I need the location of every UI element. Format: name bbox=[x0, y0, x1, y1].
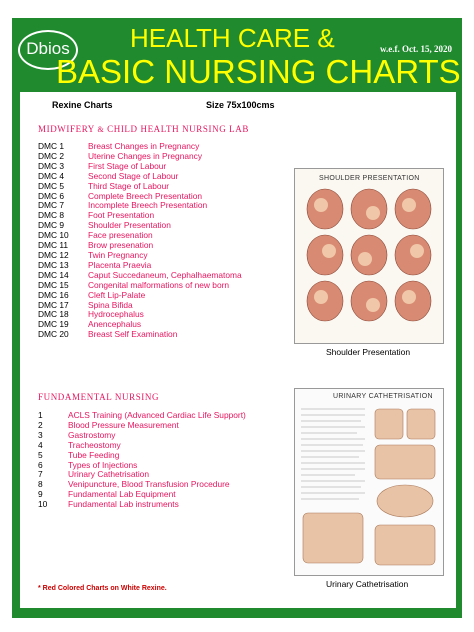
chart-name: Spina Bifida bbox=[88, 299, 133, 310]
size-label: Size 75x100cms bbox=[206, 100, 275, 110]
chart-code: DMC 17 bbox=[38, 299, 69, 310]
urinary-cathetrisation-chart-image bbox=[294, 388, 444, 576]
chart-code: 6 bbox=[38, 459, 43, 470]
chart-code: DMC 5 bbox=[38, 180, 65, 191]
chart-code: DMC 3 bbox=[38, 160, 65, 171]
fundamental-section-title: FUNDAMENTAL NURSING bbox=[38, 392, 160, 402]
fundamental-chart-list bbox=[38, 411, 246, 510]
content-panel bbox=[20, 92, 456, 608]
chart-code: 3 bbox=[38, 429, 43, 440]
chart-name: Breast Changes in Pregnancy bbox=[88, 141, 200, 151]
chart-name: Urinary Cathetrisation bbox=[68, 469, 149, 480]
chart-name: Gastrostomy bbox=[68, 429, 116, 440]
title-line-1: HEALTH CARE & bbox=[130, 23, 335, 53]
shoulder-presentation-caption: Shoulder Presentation bbox=[326, 347, 411, 357]
chart-name: Caput Succedaneum, Cephalhaematoma bbox=[88, 269, 242, 280]
shoulder-presentation-image-title: SHOULDER PRESENTATION bbox=[319, 175, 420, 182]
procedure-illustrations bbox=[295, 389, 443, 575]
chart-name: Blood Pressure Measurement bbox=[68, 419, 179, 430]
catalog-frame bbox=[12, 18, 462, 618]
chart-list-item bbox=[38, 291, 242, 301]
midwifery-chart-list bbox=[38, 142, 242, 340]
chart-code: 7 bbox=[38, 469, 43, 480]
chart-code: 4 bbox=[38, 439, 43, 450]
chart-name: First Stage of Labour bbox=[88, 160, 167, 171]
chart-name: Incomplete Breech Presentation bbox=[88, 200, 208, 211]
chart-name: Tracheostomy bbox=[68, 439, 121, 450]
chart-code: DMC 6 bbox=[38, 190, 65, 201]
chart-code: DMC 11 bbox=[38, 240, 69, 251]
chart-code: DMC 10 bbox=[38, 230, 69, 241]
chart-name: Second Stage of Labour bbox=[88, 170, 179, 181]
chart-list-item bbox=[38, 330, 242, 340]
chart-code: 2 bbox=[38, 419, 43, 430]
chart-code: DMC 14 bbox=[38, 269, 69, 280]
chart-code: DMC 16 bbox=[38, 289, 69, 300]
midwifery-title-part2: CHILD HEALTH NURSING LAB bbox=[107, 124, 249, 134]
chart-name: Breast Self Examination bbox=[88, 329, 178, 340]
chart-name: Hydrocephalus bbox=[88, 309, 144, 320]
header bbox=[12, 18, 462, 94]
chart-name: Brow presenation bbox=[88, 240, 154, 251]
chart-code: 9 bbox=[38, 489, 43, 500]
chart-name: Shoulder Presentation bbox=[88, 220, 171, 231]
urinary-cathetrisation-image-title: URINARY CATHETRISATION bbox=[333, 393, 433, 400]
chart-name: Congenital malformations of new born bbox=[88, 279, 230, 290]
chart-name: Face presenation bbox=[88, 230, 153, 241]
chart-code: DMC 18 bbox=[38, 309, 69, 320]
chart-code: DMC 2 bbox=[38, 150, 65, 161]
chart-code: DMC 8 bbox=[38, 210, 65, 221]
chart-name: Types of Injections bbox=[68, 459, 138, 470]
title-line-2: BASIC NURSING CHARTS bbox=[56, 53, 461, 90]
chart-name: Complete Breech Presentation bbox=[88, 190, 203, 201]
chart-name: Foot Presentation bbox=[88, 210, 155, 221]
midwifery-title-amp: & bbox=[97, 125, 105, 134]
urinary-cathetrisation-caption: Urinary Cathetrisation bbox=[326, 579, 409, 589]
chart-code: DMC 12 bbox=[38, 249, 69, 260]
chart-code: DMC 15 bbox=[38, 279, 69, 290]
chart-code: DMC 13 bbox=[38, 259, 69, 270]
effective-date: w.e.f. Oct. 15, 2020 bbox=[380, 44, 452, 54]
midwifery-title-part1: MIDWIFERY bbox=[38, 124, 95, 134]
chart-name: Uterine Changes in Pregnancy bbox=[88, 150, 203, 161]
shoulder-presentation-chart-image bbox=[294, 168, 444, 344]
chart-name: Fundamental Lab Equipment bbox=[68, 489, 176, 500]
chart-code: DMC 9 bbox=[38, 220, 65, 231]
chart-code: DMC 4 bbox=[38, 170, 65, 181]
chart-code: 10 bbox=[38, 499, 48, 510]
chart-code: 5 bbox=[38, 449, 43, 460]
chart-name: Anencephalus bbox=[88, 319, 142, 330]
chart-code: DMC 1 bbox=[38, 141, 65, 151]
footnote: * Red Colored Charts on White Rexine. bbox=[38, 585, 167, 592]
chart-code: 8 bbox=[38, 479, 43, 490]
chart-code: DMC 7 bbox=[38, 200, 65, 211]
chart-code: 1 bbox=[38, 410, 43, 420]
midwifery-section-title bbox=[38, 124, 249, 134]
chart-name: Fundamental Lab instruments bbox=[68, 499, 179, 510]
chart-code: DMC 20 bbox=[38, 329, 69, 340]
chart-name: Cleft Lip-Palate bbox=[88, 289, 146, 300]
chart-name: Tube Feeding bbox=[68, 449, 120, 460]
chart-name: ACLS Training (Advanced Cardiac Life Support) bbox=[68, 410, 246, 420]
brand-logo: Dbios bbox=[18, 30, 78, 70]
chart-code: DMC 19 bbox=[38, 319, 69, 330]
chart-list-item bbox=[38, 500, 246, 510]
chart-name: Twin Pregnancy bbox=[88, 249, 148, 260]
chart-name: Third Stage of Labour bbox=[88, 180, 170, 191]
rexine-charts-label: Rexine Charts bbox=[52, 100, 113, 110]
chart-name: Venipuncture, Blood Transfusion Procedure bbox=[68, 479, 230, 490]
chart-name: Placenta Praevia bbox=[88, 259, 152, 270]
anatomy-illustrations bbox=[295, 169, 443, 343]
